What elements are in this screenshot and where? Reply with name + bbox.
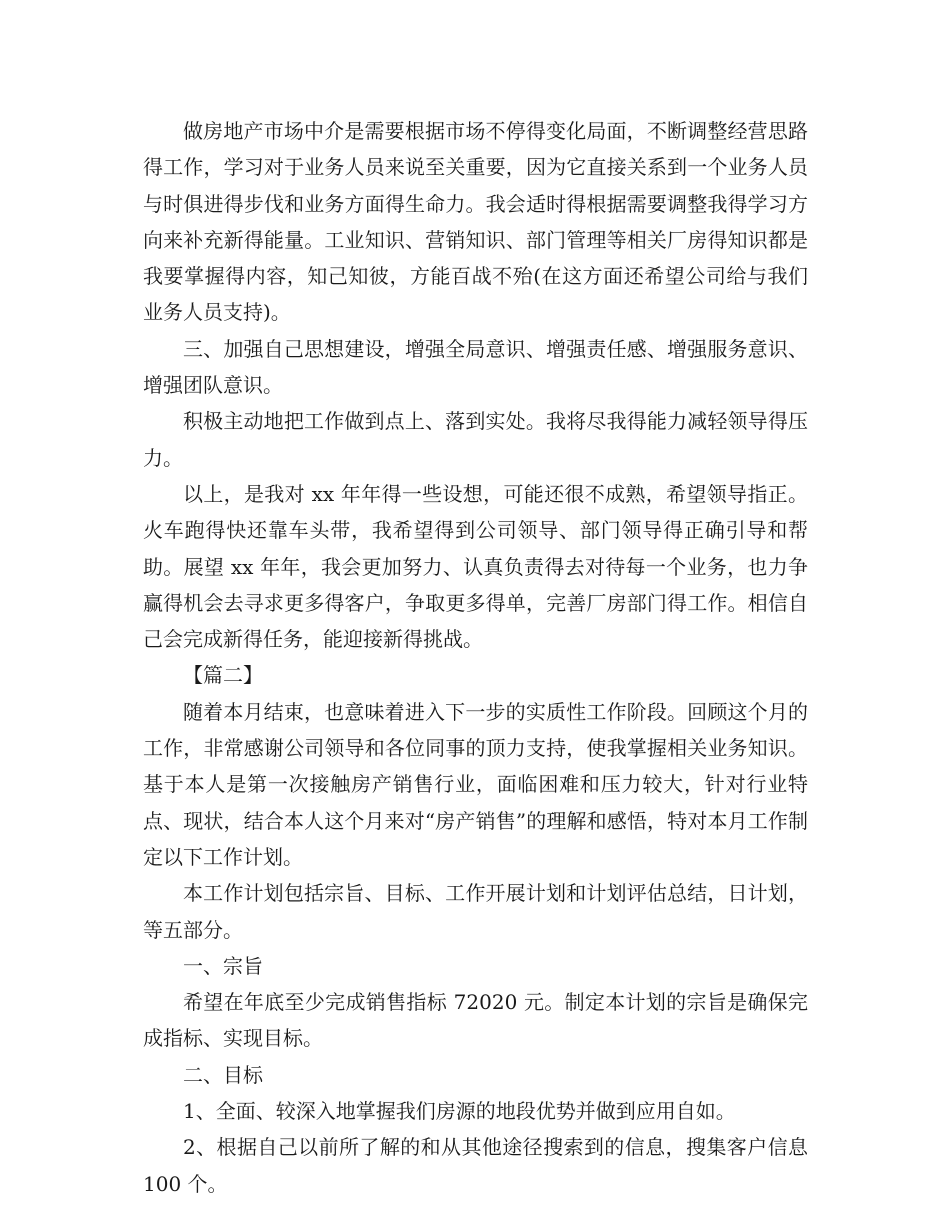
paragraph-summary-outlook: 以上，是我对 xx 年年得一些设想，可能还很不成熟，希望领导指正。火车跑得快还靠车头带，我希望得到公司领导、部门领导得正确引导和帮助。展望 xx 年年，我会更加努力、认真负责得去对待每一个业务，也力争赢得机会去寻求更多得客户，争取更多得单，完善厂房部门得工作。相信自己会完成新得任务，能迎接新得挑战。 [143,481,808,652]
list-item-goal-2: 2、根据自己以前所了解的和从其他途径搜索到的信息，搜集客户信息 100 个。 [143,1135,808,1196]
heading-goals: 二、目标 [183,1062,263,1087]
heading-part-two: 【篇二】 [183,663,263,688]
document-body [143,113,808,1202]
paragraph-proactive-work: 积极主动地把工作做到点上、落到实处。我将尽我得能力减轻领导得压力。 [143,409,808,470]
paragraph-month-review: 随着本月结束，也意味着进入下一步的实质性工作阶段。回顾这个月的工作，非常感谢公司领导和各位同事的顶力支持，使我掌握相关业务知识。基于本人是第一次接触房产销售行业，面临困难和压力较大，针对行业特点、现状，结合本人这个月来对“房产销售”的理解和感悟，特对本月工作制定以下工作计划。 [143,699,808,869]
heading-purpose: 一、宗旨 [183,953,263,978]
paragraph-section-three: 三、加强自己思想建设，增强全局意识、增强责任感、增强服务意识、增强团队意识。 [143,336,808,398]
paragraph-plan-contents: 本工作计划包括宗旨、目标、工作开展计划和计划评估总结，日计划，等五部分。 [143,881,808,942]
list-item-goal-1: 1、全面、较深入地掌握我们房源的地段优势并做到应用自如。 [183,1099,736,1124]
paragraph-sales-target: 希望在年底至少完成销售指标 72020 元。制定本计划的宗旨是确保完成指标、实现目标。 [143,990,808,1051]
paragraph-real-estate-learning: 做房地产市场中介是需要根据市场不停得变化局面，不断调整经营思路得工作，学习对于业务人员来说至关重要，因为它直接关系到一个业务人员与时俱进得步伐和业务方面得生命力。我会适时得根据需要调整我得学习方向来补充新得能量。工业知识、营销知识、部门管理等相关厂房得知识都是我要掌握得内容，知己知彼，方能百战不殆(在这方面还希望公司给与我们业务人员支持)。 [143,119,808,325]
